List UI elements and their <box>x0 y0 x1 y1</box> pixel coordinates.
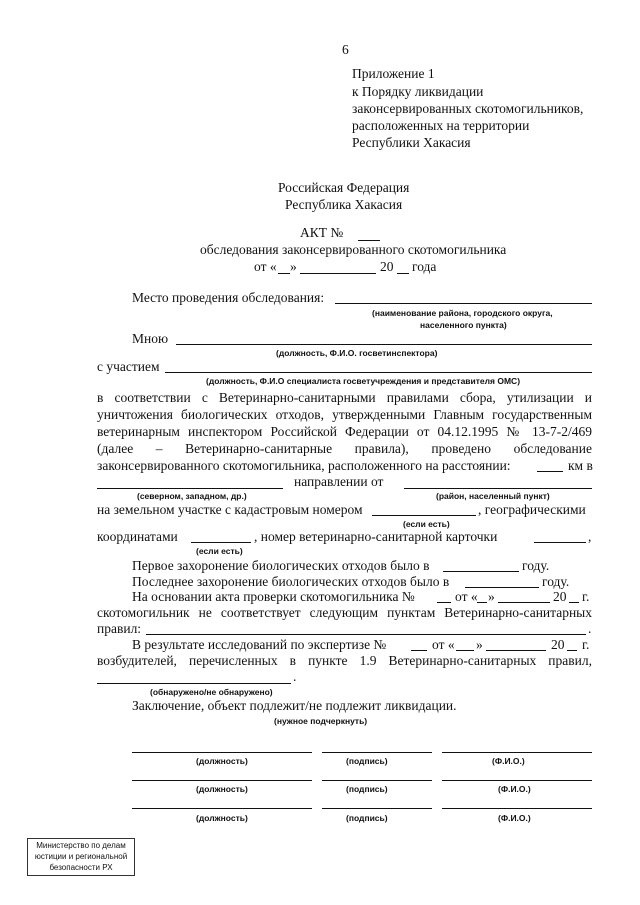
expertise-result-field[interactable] <box>97 683 291 684</box>
paragraph-line: законсервированного скотомогильника, расположенного на расстоянии: <box>97 458 511 473</box>
cadastral-label: на земельном участке с кадастровым номером <box>97 502 363 517</box>
first-burial-label: Первое захоронение биологических отходов было в <box>132 558 430 573</box>
signature-field[interactable] <box>322 780 432 781</box>
coords-end: , <box>588 529 592 544</box>
geo-label: , географическими <box>478 502 586 517</box>
expertise-hint: (обнаружено/не обнаружено) <box>150 687 273 697</box>
appendix-line: Республики Хакасия <box>352 135 471 150</box>
expertise-from: от « <box>432 637 455 652</box>
last-burial-end: году. <box>542 574 570 589</box>
expertise-month-field[interactable] <box>486 650 546 651</box>
participation-hint: (должность, Ф.И.О специалиста госветучреждения и представителя ОМС) <box>206 376 521 386</box>
direction-hint: (северном, западном, др.) <box>137 491 247 501</box>
conclusion-hint: (нужное подчеркнуть) <box>274 716 368 726</box>
position-field[interactable] <box>132 752 312 753</box>
appendix-line: законсервированных скотомогильников, <box>352 101 584 116</box>
cadastral-hint: (если есть) <box>403 519 450 529</box>
act-year-line <box>397 273 409 274</box>
inspection-year-field[interactable] <box>569 602 579 603</box>
name-field[interactable] <box>442 780 592 781</box>
me-field[interactable] <box>176 344 592 345</box>
participation-field[interactable] <box>165 372 592 373</box>
position-hint: (должность) <box>196 756 248 766</box>
last-burial-label: Последнее захоронение биологических отходов было в <box>132 574 450 589</box>
act-date-year: 20 <box>380 259 394 274</box>
place-hint: населенного пункта) <box>420 320 507 330</box>
inspection-label: На основании акта проверки скотомогильника № <box>132 589 415 604</box>
country-heading: Российская Федерация <box>278 180 410 195</box>
inspection-rules-end: . <box>588 621 592 636</box>
position-hint: (должность) <box>196 813 248 823</box>
coords-hint: (если есть) <box>196 546 243 556</box>
direction-field[interactable] <box>97 488 283 489</box>
page-number: 6 <box>342 42 349 57</box>
paragraph-line: (далее – Ветеринарно-санитарные правила), проведено обследование <box>97 441 592 456</box>
act-title: АКТ № <box>300 225 344 240</box>
inspection-line: скотомогильник не соответствует следующим пунктам Ветеринарно-санитарных <box>97 605 592 620</box>
stamp-line: Министерство по делам <box>36 841 126 850</box>
expertise-year-suffix: г. <box>582 637 590 652</box>
paragraph-line: ветеринарным инспектором Российской Федерации от 04.12.1995 № 13-7-2/469 <box>97 424 592 439</box>
name-field[interactable] <box>442 808 592 809</box>
inspection-year-suffix: г. <box>582 589 590 604</box>
cadastral-field[interactable] <box>372 515 476 516</box>
act-subtitle: обследования законсервированного скотомогильника <box>200 242 507 257</box>
appendix-line: расположенных на территории <box>352 118 530 133</box>
signature-hint: (подпись) <box>346 756 388 766</box>
act-day-line <box>278 273 290 274</box>
first-burial-field[interactable] <box>443 571 519 572</box>
signature-field[interactable] <box>322 752 432 753</box>
place-field[interactable] <box>335 303 592 304</box>
position-field[interactable] <box>132 808 312 809</box>
act-date-from: от « <box>254 259 277 274</box>
km-label: км в <box>568 458 593 473</box>
appendix-line: Приложение 1 <box>352 66 435 81</box>
signature-field[interactable] <box>322 808 432 809</box>
appendix-line: к Порядку ликвидации <box>352 84 484 99</box>
inspection-day-field[interactable] <box>477 602 487 603</box>
coords-field[interactable] <box>191 542 251 543</box>
expertise-day-field[interactable] <box>456 650 474 651</box>
stamp-line: безопасности РХ <box>49 863 113 872</box>
inspection-from: от « <box>455 589 478 604</box>
republic-heading: Республика Хакасия <box>285 197 403 212</box>
expertise-label: В результате исследований по экспертизе № <box>132 637 387 652</box>
signature-hint: (подпись) <box>346 813 388 823</box>
act-date-mid: » <box>290 259 297 274</box>
name-hint: (Ф.И.О.) <box>498 813 531 823</box>
me-label: Мною <box>132 331 169 346</box>
conclusion-text: Заключение, объект подлежит/не подлежит ликвидации. <box>132 698 457 713</box>
expertise-year-field[interactable] <box>567 650 577 651</box>
participation-label: с участием <box>97 359 160 374</box>
name-hint: (Ф.И.О.) <box>492 756 525 766</box>
registration-stamp <box>27 838 135 876</box>
expertise-number-field[interactable] <box>411 650 427 651</box>
from-place-field[interactable] <box>404 488 592 489</box>
expertise-year-prefix: 20 <box>551 637 565 652</box>
act-month-line <box>300 273 376 274</box>
inspection-quote: » <box>488 589 495 604</box>
inspection-rules-field[interactable] <box>146 634 586 635</box>
coords-label: координатами <box>97 529 178 544</box>
distance-field[interactable] <box>537 471 563 472</box>
place-hint: (наименование района, городского округа, <box>372 308 553 318</box>
position-hint: (должность) <box>196 784 248 794</box>
inspection-year-prefix: 20 <box>553 589 567 604</box>
expertise-line: возбудителей, перечисленных в пункте 1.9 Ветеринарно-санитарных правил, <box>97 653 592 668</box>
signature-hint: (подпись) <box>346 784 388 794</box>
card-field[interactable] <box>534 542 586 543</box>
expertise-end: . <box>293 669 297 684</box>
stamp-line: юстиции и региональной <box>34 852 128 861</box>
expertise-quote: » <box>476 637 483 652</box>
act-number-line <box>358 240 380 241</box>
paragraph-line: в соответствии с Ветеринарно-санитарными правилами сбора, утилизации и <box>97 390 592 405</box>
paragraph-line: уничтожения биологических отходов, утвержденными Главным государственным <box>97 407 592 422</box>
inspection-number-field[interactable] <box>437 602 451 603</box>
direction-label: направлении от <box>294 474 384 489</box>
inspection-month-field[interactable] <box>498 602 550 603</box>
inspection-rules-label: правил: <box>97 621 142 636</box>
name-hint: (Ф.И.О.) <box>498 784 531 794</box>
place-label: Место проведения обследования: <box>132 290 325 305</box>
me-hint: (должность, Ф.И.О. госветинспектора) <box>276 348 438 358</box>
card-label: , номер ветеринарно-санитарной карточки <box>254 529 498 544</box>
position-field[interactable] <box>132 780 312 781</box>
act-date-suffix: года <box>412 259 437 274</box>
from-place-hint: (район, населенный пункт) <box>436 491 550 501</box>
name-field[interactable] <box>442 752 592 753</box>
first-burial-end: году. <box>522 558 550 573</box>
last-burial-field[interactable] <box>465 587 539 588</box>
